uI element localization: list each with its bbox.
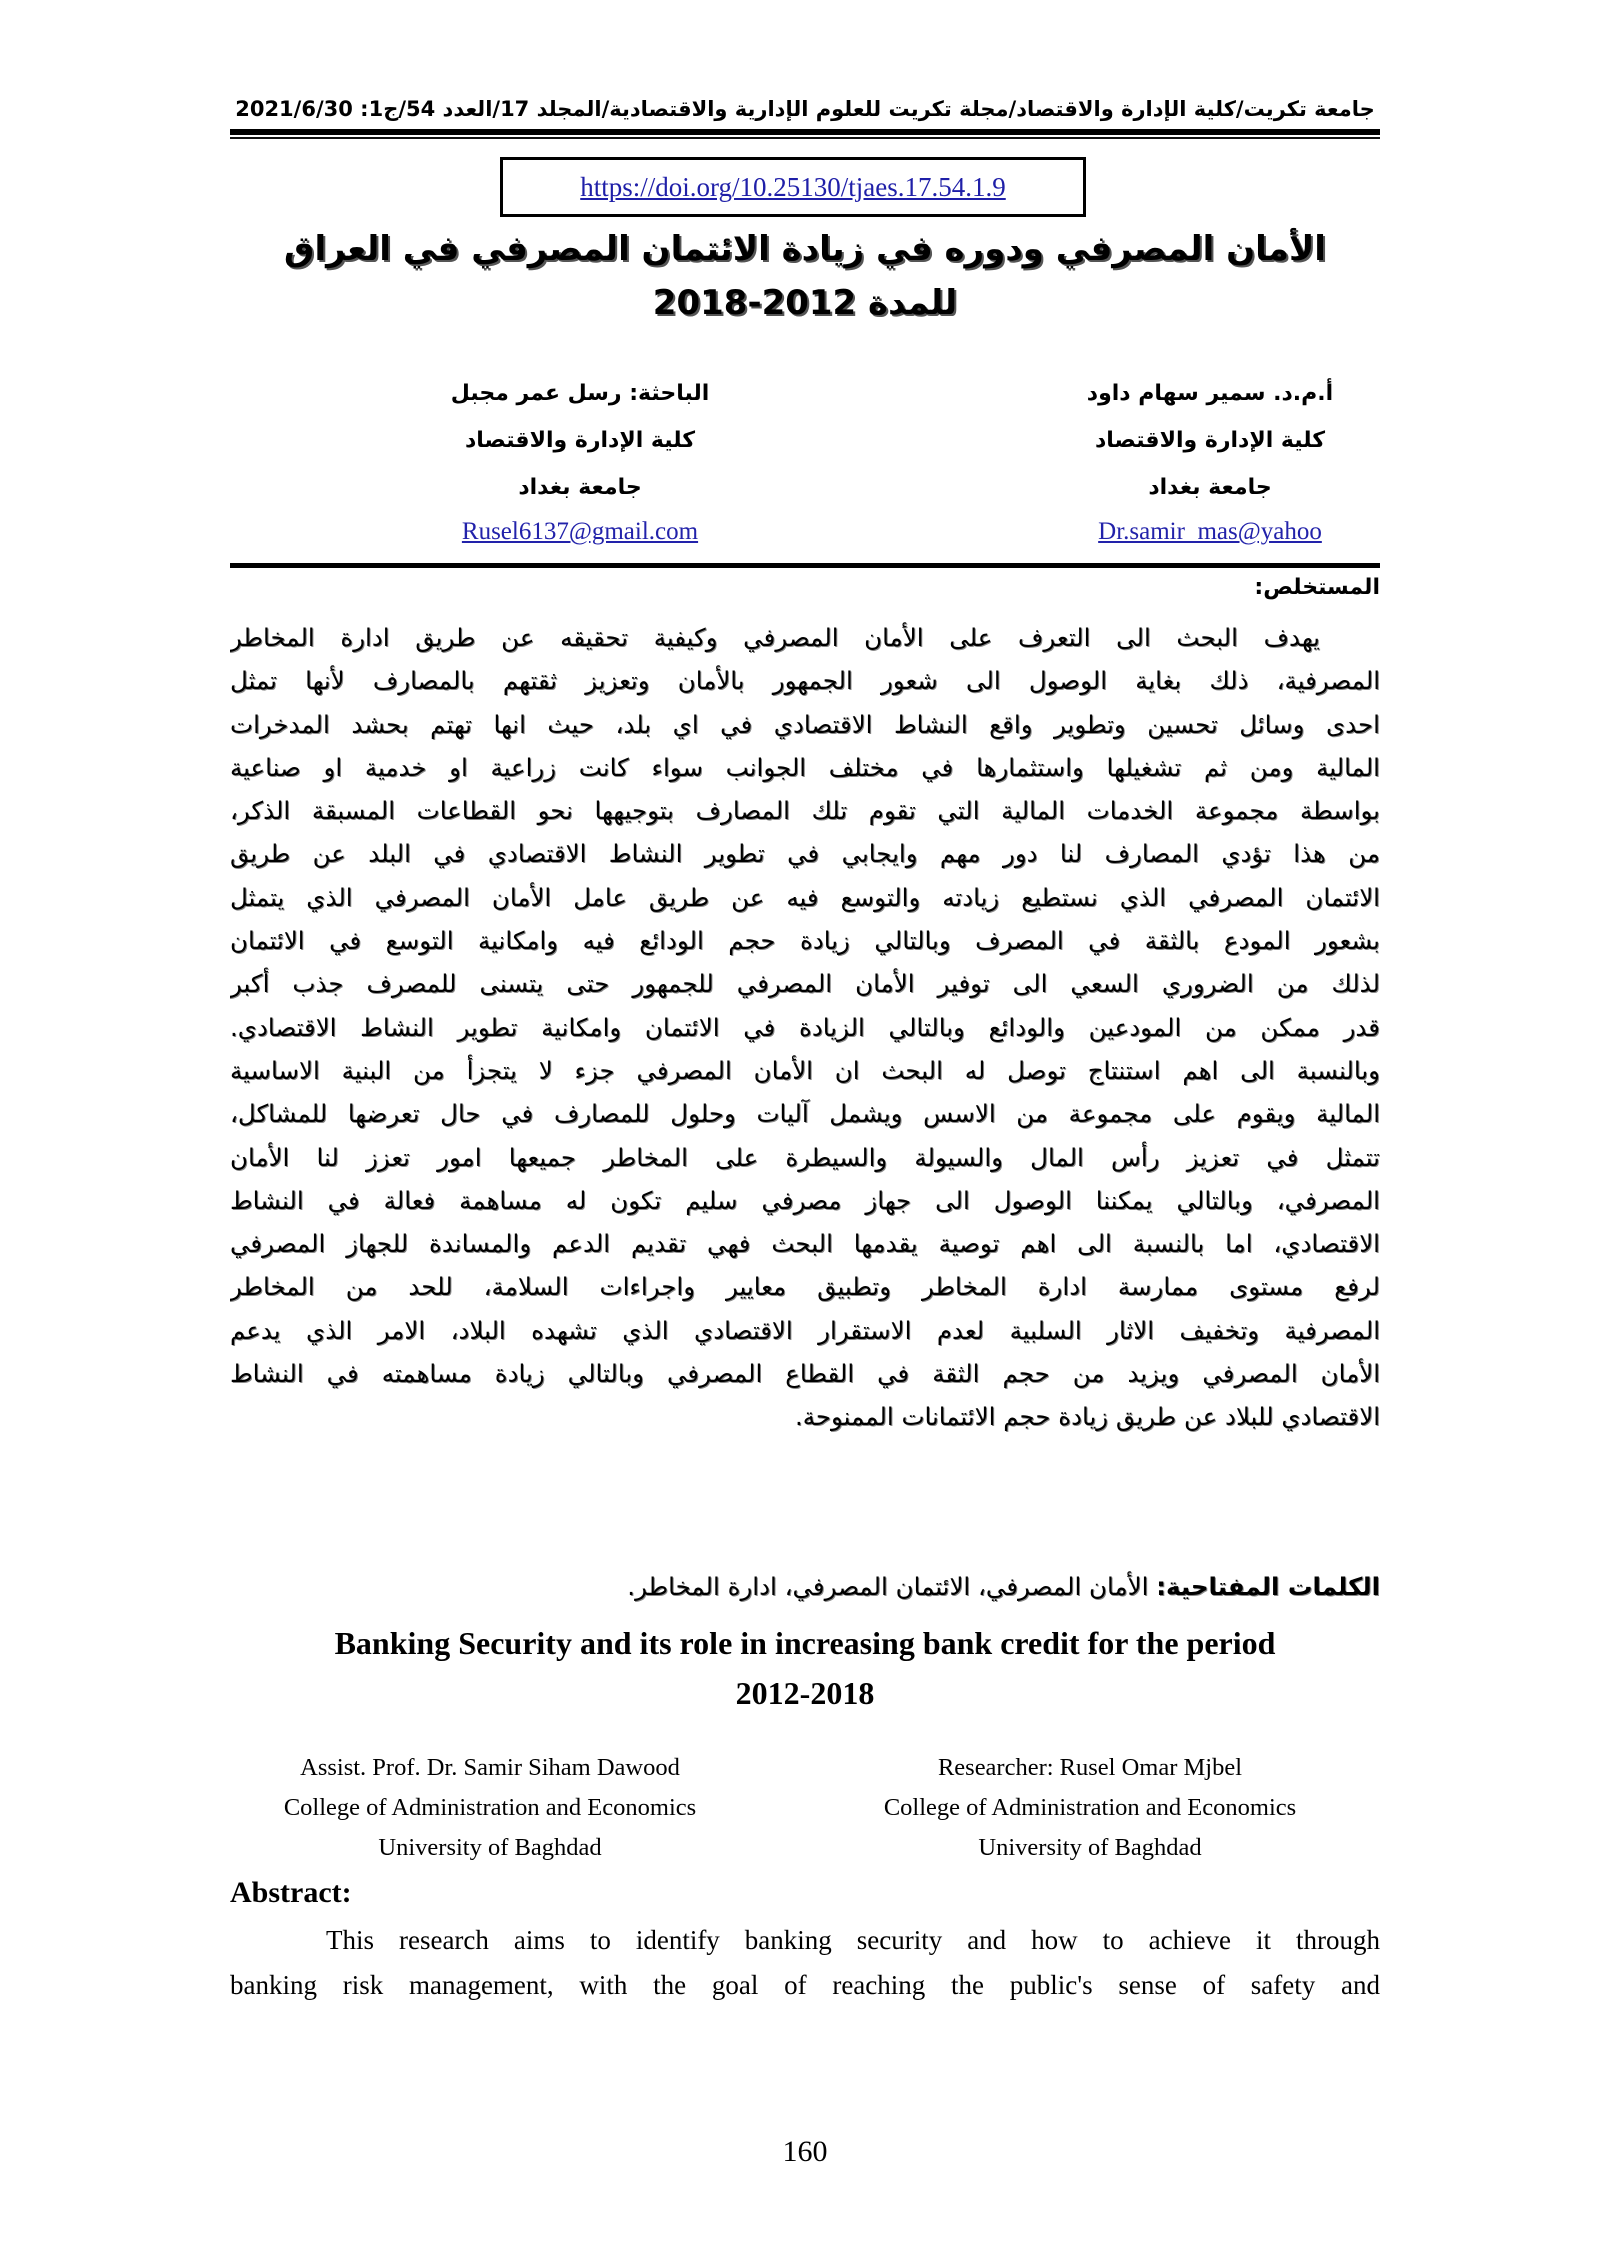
- author-college: كلية الإدارة والاقتصاد: [464, 428, 696, 453]
- abstract-line: احدى وسائل تحسين وتطوير واقع النشاط الاقتصادي في اي بلد، حيث انها تهتم بحشد المدخرات: [230, 709, 1380, 739]
- abstract-line: الاقتصادي للبلاد عن طريق زيادة حجم الائتمانات الممنوحة.: [794, 1402, 1380, 1432]
- abstract-line: لذلك من الضروري السعي الى توفير الأمان المصرفي للجمهور حتى يتسنى للمصرف جذب أكبر: [230, 969, 1380, 999]
- abstract-line: المصرفية وتخفيف الاثار السلبية لعدم الاستقرار الاقتصادي الذي تشهده البلاد، الامر الذي يدعم: [230, 1315, 1380, 1345]
- author-email-link[interactable]: Dr.samir_mas@yahoo: [1098, 518, 1322, 545]
- header-rule: [230, 129, 1380, 135]
- abstract-line: قدر ممكن من المودعين والودائع وبالتالي الزيادة في الائتمان وامكانية تطوير النشاط الاقتصادي.: [230, 1012, 1380, 1042]
- abstract-line: المالية ومن ثم تشغيلها واستثمارها في مختلف الجوانب سواء كانت زراعية او خدمية او صناعية: [230, 752, 1380, 782]
- arabic-abstract-body: [230, 616, 1380, 1439]
- arabic-title-line-1: الأمان المصرفي ودوره في زيادة الائتمان المصرفي في العراق: [284, 229, 1326, 269]
- english-title: [230, 1618, 1380, 1718]
- author-college: College of Administration and Economics: [883, 1794, 1297, 1821]
- abstract-line: المصرفية، ذلك بغاية الوصول الى شعور الجمهور بالأمان وتعزيز ثقتهم بالمصارف لأنها تمثل: [230, 666, 1380, 696]
- abstract-line: بشعور المودع بالثقة في المصرف وبالتالي زيادة حجم الودائع فيه وامكانية التوسع في الائتمان: [230, 926, 1380, 956]
- author-university: University of Baghdad: [978, 1834, 1202, 1861]
- author-college: College of Administration and Economics: [283, 1794, 697, 1821]
- english-abstract-heading: Abstract:: [230, 1876, 352, 1909]
- author-email-link[interactable]: Rusel6137@gmail.com: [461, 518, 699, 545]
- abstract-line: الائتمان المصرفي الذي نستطيع زيادته والتوسع فيه عن طريق عامل الأمان المصرفي الذي يتمثل: [230, 882, 1380, 912]
- author-name: Researcher: Rusel Omar Mjbel: [937, 1754, 1243, 1781]
- abstract-line: وبالنسبة الى اهم استنتاج توصل له البحث ان الأمان المصرفي جزء لا يتجزأ من البنية الاساسية: [230, 1055, 1380, 1085]
- keywords-label: الكلمات المفتاحية:: [1156, 1572, 1380, 1601]
- abstract-line: الاقتصادي، اما بالنسبة الى اهم توصية يقدمها البحث فهي تقديم الدعم والمساندة للجهاز المصرفي: [230, 1229, 1380, 1259]
- abstract-line: المالية ويقوم على مجموعة من الاسس ويشمل آليات وحلول للمصارف في حال تعرضها للمشاكل،: [230, 1099, 1380, 1129]
- abstract-line: This research aims to identify banking security and how to achieve it through: [326, 1925, 1380, 1955]
- author-university: جامعة بغداد: [518, 475, 642, 500]
- abstract-line: تتمثل في تعزيز رأس المال والسيولة والسيطرة على المخاطر جميعها امور تعزز لنا الأمان: [230, 1142, 1380, 1172]
- journal-header: جامعة تكريت/كلية الإدارة والاقتصاد/مجلة تكريت للعلوم الإدارية والاقتصادية/المجلد 17/العدد 54/ج1: 2021/6/30: [235, 97, 1375, 121]
- english-title-line-2: 2012-2018: [735, 1675, 875, 1711]
- english-author-2: [830, 1748, 1350, 1868]
- abstract-line: من هذا تؤدي المصارف لنا دور مهم وايجابي في تطوير النشاط الاقتصادي في البلد عن طريق: [230, 839, 1380, 869]
- author-name: الباحثة: رسل عمر مجبل: [450, 381, 710, 406]
- arabic-author-1: [1040, 370, 1380, 553]
- header-rule-thin: [230, 137, 1380, 139]
- abstract-line: الأمان المصرفي ويزيد من حجم الثقة في القطاع المصرفي وبالتالي زيادة مساهمته في النشاط: [230, 1359, 1380, 1389]
- arabic-keywords: [230, 1567, 1380, 1607]
- author-college: كلية الإدارة والاقتصاد: [1094, 428, 1326, 453]
- abstract-line: لرفع مستوى ممارسة ادارة المخاطر وتطبيق معايير واجراءات السلامة، للحد من المخاطر: [230, 1272, 1380, 1302]
- author-name: Assist. Prof. Dr. Samir Siham Dawood: [300, 1754, 680, 1781]
- author-university: University of Baghdad: [378, 1834, 602, 1861]
- english-abstract-body: [230, 1918, 1380, 2008]
- doi-box: [500, 157, 1086, 217]
- arabic-author-2: [410, 370, 750, 553]
- section-divider: [230, 563, 1380, 568]
- english-author-1: [230, 1748, 750, 1868]
- page-number: 160: [782, 2135, 828, 2168]
- author-name: أ.م.د. سمير سهام داود: [1086, 381, 1334, 406]
- arabic-title-line-2: للمدة 2012-2018: [652, 283, 958, 323]
- arabic-abstract-heading: المستخلص:: [1254, 575, 1380, 600]
- abstract-line: يهدف البحث الى التعرف على الأمان المصرفي وكيفية تحقيقه عن طريق ادارة المخاطر: [230, 623, 1320, 652]
- doi-link[interactable]: https://doi.org/10.25130/tjaes.17.54.1.9: [580, 172, 1006, 202]
- author-university: جامعة بغداد: [1148, 475, 1272, 500]
- abstract-line: banking risk management, with the goal of reaching the public's sense of safety and: [230, 1970, 1380, 2000]
- arabic-title: [230, 222, 1380, 330]
- abstract-line: المصرفي، وبالتالي يمكننا الوصول الى جهاز مصرفي سليم تكون له مساهمة فعالة في النشاط: [230, 1185, 1380, 1215]
- abstract-line: بواسطة مجموعة الخدمات المالية التي تقوم تلك المصارف بتوجيهها نحو القطاعات المسبقة الذكر،: [230, 796, 1380, 826]
- english-title-line-1: Banking Security and its role in increasing bank credit for the period: [334, 1625, 1276, 1661]
- keywords-text: الأمان المصرفي، الائتمان المصرفي، ادارة المخاطر.: [627, 1572, 1157, 1601]
